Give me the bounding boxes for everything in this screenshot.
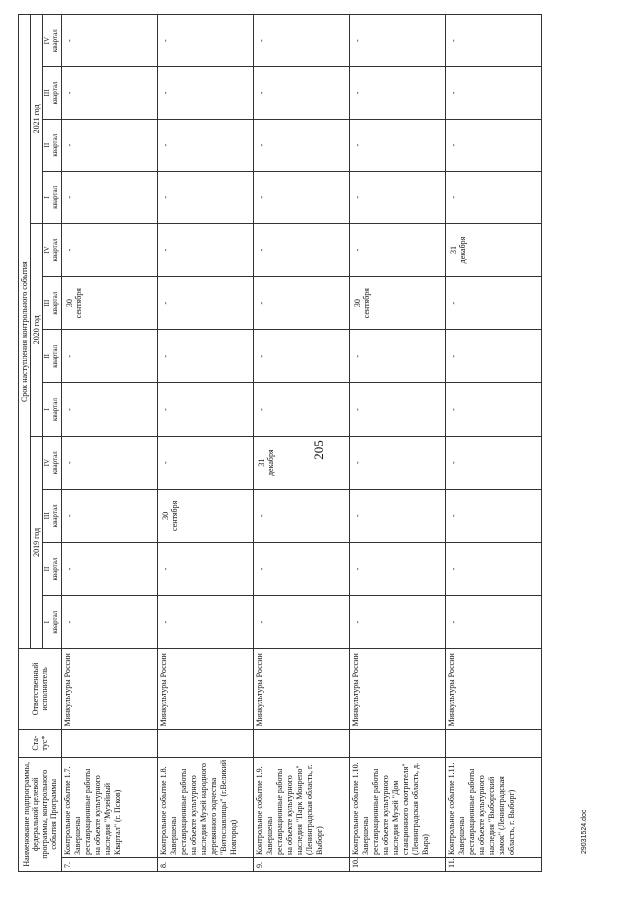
header-status-column: Ста-тус* xyxy=(19,729,62,757)
empty-dash: - xyxy=(64,408,74,411)
deadline-cell xyxy=(157,223,253,276)
event-name-cell xyxy=(253,757,349,857)
executor-cell: Минкультуры России xyxy=(253,649,349,729)
quarter-word: квартал xyxy=(51,504,60,528)
deadline-cell xyxy=(445,277,541,330)
header-year-2020: 2020 год xyxy=(31,223,43,436)
quarter-word: квартал xyxy=(51,398,60,421)
quarter-number: III xyxy=(43,299,52,307)
deadline-cell xyxy=(61,542,157,595)
deadline-cell xyxy=(445,436,541,489)
empty-dash: - xyxy=(448,39,458,43)
event-name-cell xyxy=(445,757,541,857)
deadline-cell xyxy=(61,171,157,223)
header-quarter-11 xyxy=(43,67,61,119)
deadline-cell xyxy=(61,596,157,649)
empty-dash: - xyxy=(448,143,458,147)
header-quarter-7 xyxy=(43,277,61,330)
quarter-number: IV xyxy=(43,246,52,254)
quarter-number: II xyxy=(43,566,52,572)
deadline-cell xyxy=(445,67,541,119)
status-cell xyxy=(445,729,541,757)
deadline-cell xyxy=(157,277,253,330)
deadline-cell xyxy=(349,542,445,595)
empty-dash: - xyxy=(352,620,362,624)
empty-dash: - xyxy=(256,514,266,518)
empty-dash: - xyxy=(160,301,170,305)
empty-dash: - xyxy=(160,408,170,411)
quarter-word: квартал xyxy=(51,81,60,105)
header-deadline-group: Срок наступления контрольного события xyxy=(19,15,31,649)
empty-dash: - xyxy=(64,248,74,252)
table-row xyxy=(253,15,349,872)
page-number: 205 xyxy=(311,440,326,460)
deadline-cell xyxy=(445,542,541,595)
deadline-date: 30 сентября xyxy=(352,288,371,319)
deadline-cell xyxy=(349,15,445,67)
header-quarter-2 xyxy=(43,542,61,595)
deadline-cell xyxy=(253,330,349,383)
deadline-cell xyxy=(445,15,541,67)
empty-dash: - xyxy=(448,514,458,518)
quarter-number: I xyxy=(43,408,52,411)
empty-dash: - xyxy=(448,408,458,411)
document-code: 29031524.doc xyxy=(581,809,588,854)
empty-dash: - xyxy=(64,620,74,624)
quarter-word: квартал xyxy=(51,451,60,475)
empty-dash: - xyxy=(64,514,74,518)
deadline-cell xyxy=(349,436,445,489)
event-name-cell xyxy=(349,757,445,857)
table-row xyxy=(157,15,253,872)
empty-dash: - xyxy=(352,354,362,358)
empty-dash: - xyxy=(352,195,362,199)
event-title: Контрольное событие 1.8. xyxy=(158,766,168,855)
quarter-word: квартал xyxy=(51,610,60,634)
empty-dash: - xyxy=(256,408,266,411)
deadline-cell xyxy=(349,330,445,383)
empty-dash: - xyxy=(64,354,74,358)
deadline-cell xyxy=(349,596,445,649)
empty-dash: - xyxy=(64,91,74,95)
empty-dash: - xyxy=(256,39,266,43)
empty-dash: - xyxy=(160,143,170,147)
executor-cell: Минкультуры России xyxy=(157,649,253,729)
table-body xyxy=(61,15,541,872)
empty-dash: - xyxy=(64,461,74,464)
deadline-cell xyxy=(349,383,445,436)
deadline-date: 30 сентября xyxy=(64,288,83,319)
event-title: Контрольное событие 1.9. xyxy=(254,766,264,855)
header-quarter-3 xyxy=(43,489,61,542)
deadline-cell xyxy=(61,15,157,67)
deadline-cell xyxy=(157,596,253,649)
deadline-cell xyxy=(61,330,157,383)
deadline-cell xyxy=(349,67,445,119)
deadline-cell xyxy=(61,277,157,330)
deadline-cell xyxy=(253,171,349,223)
quarter-number: I xyxy=(43,196,52,199)
status-cell xyxy=(157,729,253,757)
deadline-cell xyxy=(253,15,349,67)
deadline-cell xyxy=(61,223,157,276)
empty-dash: - xyxy=(160,195,170,199)
quarter-number: III xyxy=(43,89,52,97)
empty-dash: - xyxy=(160,461,170,464)
event-title: Контрольное событие 1.7. xyxy=(62,766,72,855)
empty-dash: - xyxy=(160,39,170,43)
deadline-cell xyxy=(157,119,253,171)
deadline-cell xyxy=(253,436,349,489)
deadline-cell xyxy=(253,542,349,595)
quarter-number: I xyxy=(43,621,52,624)
empty-dash: - xyxy=(64,143,74,147)
table-row xyxy=(445,15,541,872)
header-quarter-4 xyxy=(43,436,61,489)
empty-dash: - xyxy=(352,461,362,464)
empty-dash: - xyxy=(64,39,74,43)
deadline-cell xyxy=(61,67,157,119)
row-number: 10. xyxy=(349,857,445,871)
deadline-cell xyxy=(157,383,253,436)
quarter-number: II xyxy=(43,353,52,359)
deadline-cell xyxy=(349,277,445,330)
event-name-cell xyxy=(61,757,157,857)
deadline-cell xyxy=(445,383,541,436)
quarter-word: квартал xyxy=(51,29,60,53)
empty-dash: - xyxy=(352,248,362,252)
empty-dash: - xyxy=(256,91,266,95)
row-number: 11. xyxy=(445,857,541,871)
header-quarter-12 xyxy=(43,15,61,67)
empty-dash: - xyxy=(448,567,458,571)
event-description: Завершены реставрационные работы на объекте культурного наследия Музей народного деревянного зодчества "Витославлицы" (г.Великий Новгород) xyxy=(168,759,238,855)
status-cell xyxy=(349,729,445,757)
deadline-cell xyxy=(445,330,541,383)
deadline-cell xyxy=(61,119,157,171)
deadline-cell xyxy=(61,383,157,436)
empty-dash: - xyxy=(256,354,266,358)
event-description: Завершены реставрационные работы на объекте культурного наследия "Выборгский замок" (Ленинградская область, г. Выборг) xyxy=(456,768,516,855)
deadline-cell xyxy=(157,330,253,383)
quarter-word: квартал xyxy=(51,557,60,581)
deadline-cell xyxy=(157,436,253,489)
executor-cell: Минкультуры России xyxy=(445,649,541,729)
empty-dash: - xyxy=(448,354,458,358)
empty-dash: - xyxy=(256,301,266,305)
quarter-number: II xyxy=(43,142,52,148)
empty-dash: - xyxy=(352,408,362,411)
deadline-cell xyxy=(349,171,445,223)
deadline-cell xyxy=(157,542,253,595)
empty-dash: - xyxy=(64,567,74,571)
quarter-word: квартал xyxy=(51,133,60,157)
event-title: Контрольное событие 1.11. xyxy=(446,762,456,855)
header-year-2021: 2021 год xyxy=(31,15,43,224)
deadline-cell xyxy=(61,489,157,542)
header-name-column: Наименование подпрограммы, федеральной целевой программы, контрольного события Программы xyxy=(19,757,62,871)
event-description: Завершены реставрационные работы на объекте культурного наследия Музей "Дом станционного смотрителя" (Ленинградская область, д. Выра) xyxy=(360,762,430,855)
status-cell xyxy=(253,729,349,757)
deadline-cell xyxy=(61,436,157,489)
empty-dash: - xyxy=(64,195,74,199)
event-title: Контрольное событие 1.10. xyxy=(350,762,360,855)
row-number: 8. xyxy=(157,857,253,871)
deadline-cell xyxy=(253,277,349,330)
empty-dash: - xyxy=(256,143,266,147)
executor-cell: Минкультуры России xyxy=(349,649,445,729)
deadline-cell xyxy=(349,223,445,276)
table-row xyxy=(349,15,445,872)
deadline-cell xyxy=(253,223,349,276)
empty-dash: - xyxy=(256,248,266,252)
deadline-date: 30 сентября xyxy=(160,500,179,531)
deadline-cell xyxy=(253,596,349,649)
deadline-cell xyxy=(445,119,541,171)
deadline-cell xyxy=(445,596,541,649)
deadline-cell xyxy=(349,119,445,171)
empty-dash: - xyxy=(256,620,266,624)
deadline-cell xyxy=(445,489,541,542)
empty-dash: - xyxy=(160,620,170,624)
quarter-word: квартал xyxy=(51,238,60,262)
empty-dash: - xyxy=(352,143,362,147)
event-description: Завершены реставрационные работы на объекте культурного наследия "Музейный Квартал" (г. Псков) xyxy=(72,768,122,855)
deadline-cell xyxy=(253,119,349,171)
empty-dash: - xyxy=(352,91,362,95)
empty-dash: - xyxy=(448,91,458,95)
deadline-cell xyxy=(445,171,541,223)
deadline-cell xyxy=(157,67,253,119)
empty-dash: - xyxy=(160,567,170,571)
quarter-word: квартал xyxy=(51,344,60,368)
deadline-cell xyxy=(253,67,349,119)
quarter-number: III xyxy=(43,512,52,520)
deadline-cell xyxy=(445,223,541,276)
quarter-number: IV xyxy=(43,458,52,467)
row-number: 9. xyxy=(253,857,349,871)
empty-dash: - xyxy=(448,461,458,464)
empty-dash: - xyxy=(256,195,266,199)
quarter-word: квартал xyxy=(51,291,60,315)
empty-dash: - xyxy=(352,39,362,43)
quarter-word: квартал xyxy=(51,185,60,209)
header-quarter-9 xyxy=(43,171,61,223)
deadline-date: 31 декабря xyxy=(448,236,467,264)
deadline-cell xyxy=(157,15,253,67)
header-year-2019: 2019 год xyxy=(31,436,43,649)
deadline-date: 31 декабря xyxy=(256,449,275,477)
rotated-table-area xyxy=(18,14,626,872)
empty-dash: - xyxy=(160,248,170,252)
header-quarter-5 xyxy=(43,383,61,436)
header-quarter-6 xyxy=(43,330,61,383)
control-events-table xyxy=(18,14,542,872)
empty-dash: - xyxy=(160,354,170,358)
header-quarter-10 xyxy=(43,119,61,171)
table-row xyxy=(61,15,157,872)
empty-dash: - xyxy=(448,301,458,305)
deadline-cell xyxy=(253,383,349,436)
status-cell xyxy=(61,729,157,757)
empty-dash: - xyxy=(160,91,170,95)
deadline-cell xyxy=(349,489,445,542)
event-description: Завершены реставрационные работы на объекте культурного наследия "Парк Монрепо" (Ленинградская область, г. Выборг) xyxy=(264,764,324,855)
empty-dash: - xyxy=(352,514,362,518)
deadline-cell xyxy=(157,489,253,542)
row-number: 7. xyxy=(61,857,157,871)
event-name-cell xyxy=(157,757,253,857)
executor-cell: Минкультуры России xyxy=(61,649,157,729)
header-executor-column: Ответственный исполнитель xyxy=(19,649,62,729)
header-quarter-8 xyxy=(43,223,61,276)
empty-dash: - xyxy=(448,195,458,199)
empty-dash: - xyxy=(352,567,362,571)
header-quarter-1 xyxy=(43,596,61,649)
deadline-cell xyxy=(157,171,253,223)
deadline-cell xyxy=(253,489,349,542)
quarter-number: IV xyxy=(43,37,52,45)
empty-dash: - xyxy=(448,620,458,624)
empty-dash: - xyxy=(256,567,266,571)
